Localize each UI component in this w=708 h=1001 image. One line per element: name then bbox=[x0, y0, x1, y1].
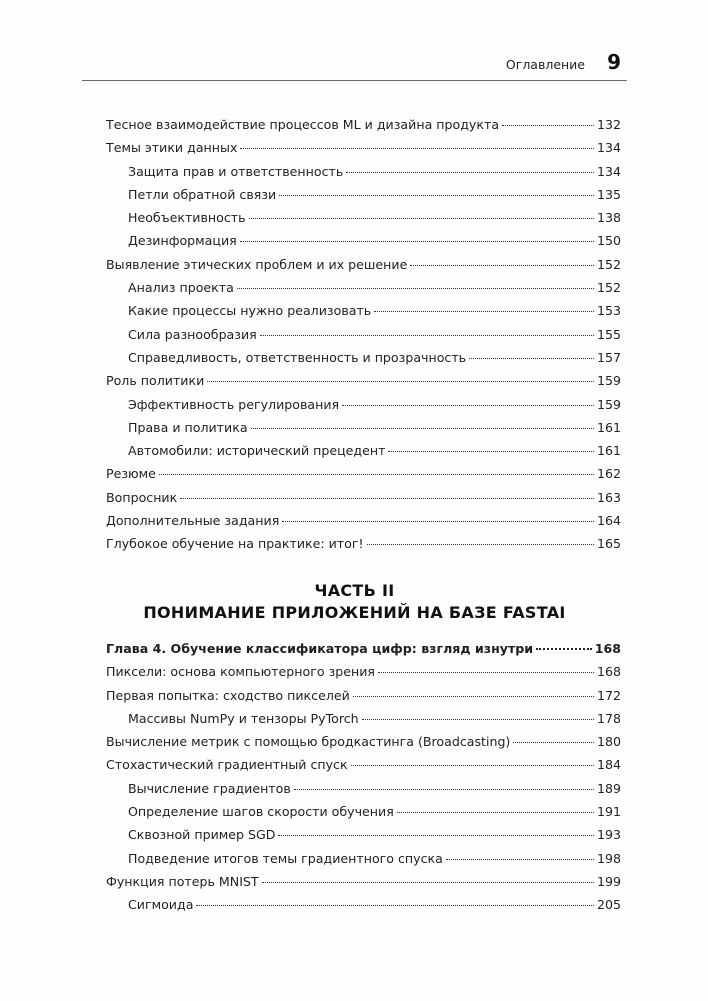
toc-entry[interactable] bbox=[106, 466, 621, 489]
toc-dot-leader bbox=[374, 311, 594, 312]
toc-dot-leader bbox=[249, 218, 594, 219]
toc-entry-page: 155 bbox=[596, 326, 621, 342]
toc-entry-page: 159 bbox=[596, 373, 621, 389]
toc-entry-page: 172 bbox=[596, 687, 621, 703]
toc-dot-leader bbox=[362, 719, 594, 720]
toc-entry-page: 193 bbox=[596, 827, 621, 843]
toc-dot-leader bbox=[410, 265, 594, 266]
toc-entry-title: Первая попытка: сходство пикселей bbox=[106, 687, 350, 703]
toc-entry-title: Выявление этических проблем и их решение bbox=[106, 256, 408, 272]
toc-entry[interactable] bbox=[106, 781, 621, 804]
toc-entry-page: 159 bbox=[596, 396, 621, 412]
toc-dot-leader bbox=[353, 696, 594, 697]
toc-dot-leader bbox=[278, 835, 593, 836]
toc-dot-leader bbox=[446, 859, 594, 860]
toc-block-part2 bbox=[106, 641, 621, 921]
toc-entry-title: Петли обратной связи bbox=[128, 186, 277, 202]
toc-entry-page: 150 bbox=[596, 233, 621, 249]
toc-entry-page: 180 bbox=[596, 734, 621, 750]
toc-entry-page: 163 bbox=[596, 489, 621, 505]
toc-entry[interactable] bbox=[106, 233, 621, 256]
toc-entry-page: 198 bbox=[596, 850, 621, 866]
toc-entry-page: 138 bbox=[596, 210, 621, 226]
toc-entry[interactable] bbox=[106, 851, 621, 874]
toc-entry-title: Тесное взаимодействие процессов ML и дизайна продукта bbox=[106, 117, 500, 132]
toc-entry-page: 134 bbox=[596, 163, 621, 179]
toc-entry-page: 157 bbox=[596, 349, 621, 365]
toc-dot-leader bbox=[260, 335, 594, 336]
toc-entry-page: 162 bbox=[596, 466, 621, 482]
running-header bbox=[82, 46, 627, 81]
toc-dot-leader bbox=[251, 428, 594, 429]
toc-entry-page: 161 bbox=[596, 419, 621, 435]
toc-entry[interactable] bbox=[106, 490, 621, 513]
toc-entry-title: Глубокое обучение на практике: итог! bbox=[106, 536, 364, 552]
toc-dot-leader bbox=[346, 172, 594, 173]
toc-entry-title: Массивы NumPy и тензоры PyTorch bbox=[128, 710, 359, 726]
toc-entry-title: Необъективность bbox=[128, 210, 246, 226]
toc-entry[interactable] bbox=[106, 804, 621, 827]
toc-entry[interactable] bbox=[106, 210, 621, 233]
toc-entry[interactable] bbox=[106, 688, 621, 711]
toc-entry-page: 168 bbox=[596, 664, 621, 680]
toc-dot-leader bbox=[378, 672, 594, 673]
toc-entry-title: Автомобили: исторический прецедент bbox=[128, 443, 386, 459]
toc-entry-page: 161 bbox=[596, 443, 621, 459]
toc-entry-page: 164 bbox=[596, 513, 621, 529]
toc-entry-page: 191 bbox=[596, 804, 621, 820]
page-number: 9 bbox=[607, 50, 621, 74]
toc-entry-page: 184 bbox=[596, 757, 621, 773]
toc-entry[interactable] bbox=[106, 350, 621, 373]
toc-entry[interactable] bbox=[106, 373, 621, 396]
toc-entry-page: 153 bbox=[596, 303, 621, 319]
toc-dot-leader bbox=[237, 288, 594, 289]
toc-entry-title: Роль политики bbox=[106, 373, 205, 389]
part-title: ПОНИМАНИЕ ПРИЛОЖЕНИЙ НА БАЗЕ FASTAI bbox=[143, 603, 566, 622]
toc-entry[interactable] bbox=[106, 397, 621, 420]
toc-entry-title: Глава 4. Обучение классификатора цифр: взгляд изнутри bbox=[106, 641, 534, 656]
toc-entry[interactable] bbox=[106, 711, 621, 734]
toc-entry-title: Функция потерь MNIST bbox=[106, 873, 259, 889]
toc-entry-page: 152 bbox=[596, 280, 621, 296]
toc-entry[interactable] bbox=[106, 536, 621, 559]
toc-entry-page: 178 bbox=[596, 710, 621, 726]
toc-entry-title: Вычисление градиентов bbox=[128, 780, 291, 796]
toc-entry-title: Защита прав и ответственность bbox=[128, 163, 344, 179]
toc-dot-leader bbox=[282, 521, 594, 522]
toc-entry-title: Дезинформация bbox=[128, 233, 237, 249]
toc-entry-title: Эффективность регулирования bbox=[128, 396, 340, 412]
toc-entry-page: 152 bbox=[596, 256, 621, 272]
toc-entry[interactable] bbox=[106, 164, 621, 187]
toc-dot-leader bbox=[279, 195, 594, 196]
toc-entry-title: Сквозной пример SGD bbox=[128, 827, 276, 843]
toc-dot-leader bbox=[196, 905, 594, 906]
toc-dot-leader bbox=[469, 358, 594, 359]
toc-entry[interactable] bbox=[106, 280, 621, 303]
part-number: ЧАСТЬ II bbox=[314, 581, 395, 600]
toc-dot-leader bbox=[502, 125, 594, 126]
toc-entry-title: Права и политика bbox=[128, 419, 248, 435]
toc-entry[interactable] bbox=[106, 734, 621, 757]
toc-entry-title: Вычисление метрик с помощью бродкастинга (Broadcasting) bbox=[106, 734, 511, 750]
toc-dot-leader bbox=[262, 882, 594, 883]
toc-entry-title: Резюме bbox=[106, 466, 156, 482]
toc-entry-title: Стохастический градиентный спуск bbox=[106, 757, 348, 773]
toc-entry-title: Подведение итогов темы градиентного спуска bbox=[128, 850, 443, 866]
toc-dot-leader bbox=[351, 765, 594, 766]
toc-entry-title: Анализ проекта bbox=[128, 280, 234, 296]
toc-entry-title: Определение шагов скорости обучения bbox=[128, 804, 394, 820]
toc-entry-title: Вопросник bbox=[106, 489, 178, 505]
toc-entry[interactable] bbox=[106, 827, 621, 850]
toc-entry-page: 199 bbox=[596, 873, 621, 889]
toc-dot-leader bbox=[536, 648, 592, 650]
toc-entry[interactable] bbox=[106, 664, 621, 687]
toc-entry[interactable] bbox=[106, 140, 621, 163]
toc-entry[interactable] bbox=[106, 303, 621, 326]
toc-entry[interactable] bbox=[106, 443, 621, 466]
toc-entry[interactable] bbox=[106, 874, 621, 897]
toc-entry-page: 135 bbox=[596, 186, 621, 202]
toc-dot-leader bbox=[180, 498, 594, 499]
toc-entry[interactable] bbox=[106, 897, 621, 920]
toc-entry[interactable] bbox=[106, 257, 621, 280]
toc-entry-page: 132 bbox=[596, 117, 621, 132]
part-heading bbox=[82, 580, 627, 624]
toc-dot-leader bbox=[240, 241, 594, 242]
toc-entry[interactable] bbox=[106, 327, 621, 350]
toc-entry-title: Какие процессы нужно реализовать bbox=[128, 303, 372, 319]
toc-entry-title: Пиксели: основа компьютерного зрения bbox=[106, 664, 375, 680]
toc-dot-leader bbox=[388, 451, 593, 452]
toc-entry[interactable] bbox=[106, 420, 621, 443]
toc-dot-leader bbox=[513, 742, 594, 743]
toc-entry-page: 134 bbox=[596, 140, 621, 156]
toc-entry-title: Справедливость, ответственность и прозрачность bbox=[128, 349, 467, 365]
toc-entry-page: 189 bbox=[596, 780, 621, 796]
toc-dot-leader bbox=[294, 789, 594, 790]
toc-entry-title: Темы этики данных bbox=[106, 140, 238, 156]
toc-entry-page: 168 bbox=[594, 641, 621, 656]
header-title: Оглавление bbox=[505, 57, 585, 72]
toc-entry-title: Дополнительные задания bbox=[106, 513, 280, 529]
toc-entry[interactable] bbox=[106, 513, 621, 536]
toc-dot-leader bbox=[342, 405, 594, 406]
toc-entry-title: Сигмоида bbox=[128, 897, 194, 913]
toc-entry-page: 205 bbox=[596, 897, 621, 913]
toc-block-part1 bbox=[106, 117, 621, 560]
toc-entry[interactable] bbox=[106, 757, 621, 780]
toc-dot-leader bbox=[159, 474, 594, 475]
toc-dot-leader bbox=[207, 381, 594, 382]
toc-entry-title: Сила разнообразия bbox=[128, 326, 257, 342]
toc-entry[interactable] bbox=[106, 187, 621, 210]
toc-dot-leader bbox=[367, 544, 594, 545]
toc-dot-leader bbox=[397, 812, 594, 813]
toc-chapter-entry[interactable] bbox=[106, 641, 621, 664]
toc-dot-leader bbox=[240, 148, 594, 149]
toc-entry-page: 165 bbox=[596, 536, 621, 552]
toc-entry[interactable] bbox=[106, 117, 621, 140]
